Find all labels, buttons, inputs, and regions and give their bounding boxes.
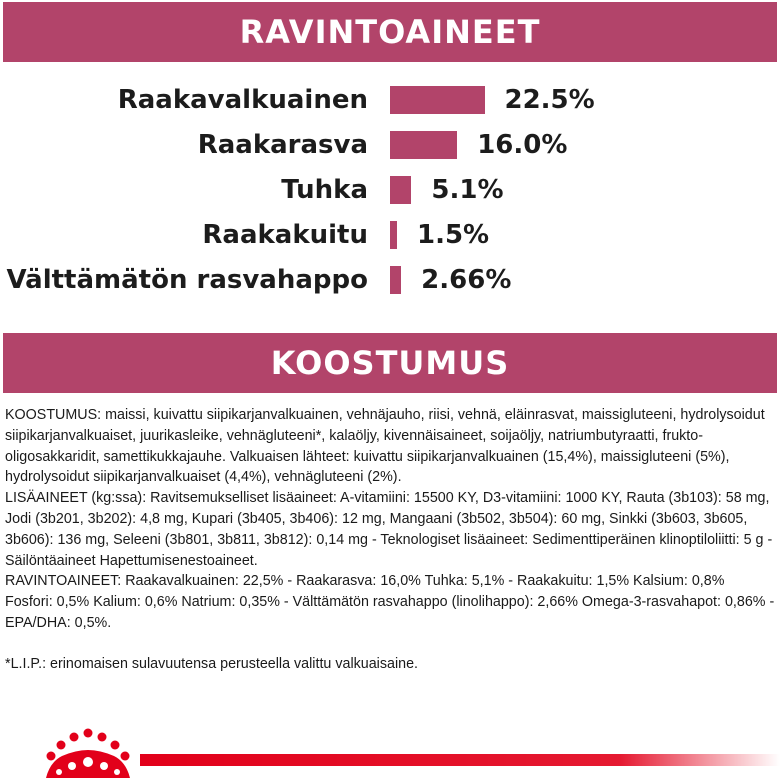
nutrient-label: Raakavalkuainen (117, 85, 368, 115)
brand-footer (0, 722, 780, 781)
nutrients-title: RAVINTOAINEET (218, 13, 563, 51)
nutrient-label: Raakarasva (197, 130, 368, 160)
brand-line (140, 754, 780, 766)
composition-title: KOOSTUMUS (249, 344, 532, 382)
nutrient-row (0, 82, 780, 120)
composition-header (3, 333, 777, 393)
nutrients-header (3, 2, 777, 62)
nutrient-bar (390, 176, 411, 204)
nutrient-label: Välttämätön rasvahappo (6, 265, 368, 295)
nutrient-bar (390, 86, 485, 114)
nutrient-value: 22.5% (504, 85, 595, 115)
composition-paragraph: KOOSTUMUS: maissi, kuivattu siipikarjanvalkuainen, vehnäjauho, riisi, vehnä, eläinrasvat, maissigluteeni, hydrolysoidut siipikarjanvalkuaiset, juurikasleike, vehnägluteeni*, kalaöljy, kivennäisaineet, soijaöljy, natriumbutyraatti, frukto-oligosakkaridit, samettikukkajauhe. Valkuaisen lähteet: kuivattu siipikarjanvalkuainen (15,4%), maissigluteeni (5%), hydrolysoidut siipikarjanvalkuaiset (4,4%), vehnägluteeni (2%). (5, 407, 765, 486)
nutrient-label: Raakakuitu (202, 220, 368, 250)
nutrient-value: 16.0% (477, 130, 568, 160)
nutrient-row (0, 127, 780, 165)
nutrient-row (0, 172, 780, 210)
composition-text (5, 405, 775, 675)
nutrient-bar (390, 266, 401, 294)
footnote: *L.I.P.: erinomaisen sulavuutensa perusteella valittu valkuaisaine. (5, 655, 419, 672)
nutrient-row (0, 262, 780, 300)
additives-paragraph: LISÄAINEET (kg:ssa): Ravitsemukselliset lisäaineet: A-vitamiini: 15500 KY, D3-vitamiini: 1000 KY, Rauta (3b103): 58 mg, Jodi (3b201, 3b202): 4,8 mg, Kupari (3b405, 3b406): 12 mg, Mangaani (3b502, 3b504): 60 mg, Sinkki (3b603, 3b605, 3b606): 136 mg, Seleeni (3b801, 3b811, 3b812): 0,14 mg - Teknologiset lisäaineet: Sedimenttiperäinen klinoptiloliitti: 5 g - Säilöntäaineet Hapettumisenestoaineet. (5, 490, 773, 569)
nutrient-bar (390, 221, 397, 249)
nutrient-bar (390, 131, 457, 159)
nutrient-label: Tuhka (281, 175, 368, 205)
nutrient-value: 5.1% (431, 175, 504, 205)
nutrient-value: 2.66% (421, 265, 512, 295)
crown-icon (38, 726, 138, 781)
nutrient-row (0, 217, 780, 255)
nutrient-value: 1.5% (417, 220, 490, 250)
analytical-paragraph: RAVINTOAINEET: Raakavalkuainen: 22,5% - Raakarasva: 16,0% Tuhka: 5,1% - Raakakuitu: 1,5% Kalsium: 0,8% Fosfori: 0,5% Kalium: 0,6% Natrium: 0,35% - Välttämätön rasvahappo (linolihappo): 2,66% Omega-3-rasvahapot: 0,86% - EPA/DHA: 0,5%. (5, 573, 775, 631)
